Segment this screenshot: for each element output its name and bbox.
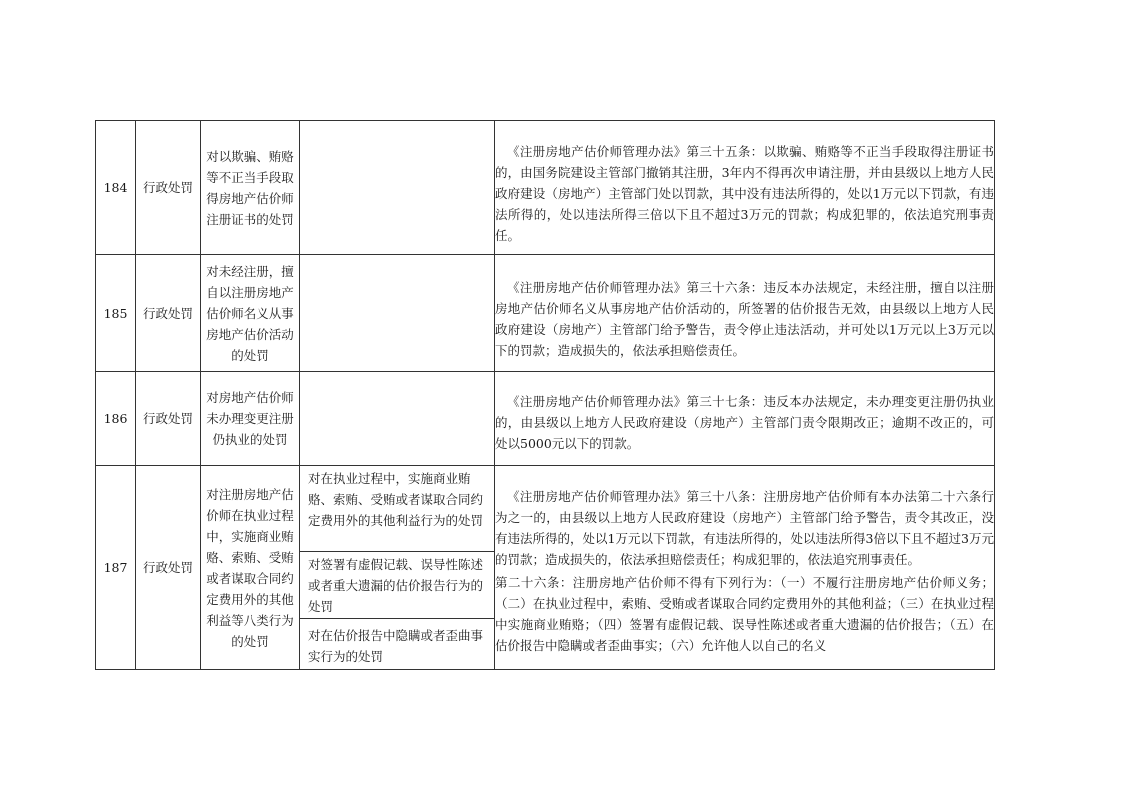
sub-item: 对在执业过程中，实施商业贿赂、索贿、受贿或者谋取合同约定费用外的其他利益行为的处罚 [300, 466, 494, 552]
category-text: 行政处罚 [142, 180, 193, 195]
row-category [136, 255, 201, 372]
table-row [96, 466, 995, 670]
basis-continued-text: 第二十六条：注册房地产估价师不得有下列行为：（一）不履行注册房地产估价师义务；（二）在执业过程中，索贿、受贿或者谋取合同约定费用外的其他利益；（三）在执业过程中实施商业贿赂；（四）签署有虚假记载、误导性陈述或者重大遗漏的估价报告；（五）在估价报告中隐瞒或者歪曲事实；（六）允许他人以自己的名义 [495, 574, 994, 653]
row-sub-items [300, 466, 495, 670]
row-legal-basis [495, 372, 995, 466]
row-legal-basis [495, 255, 995, 372]
basis-text: 《注册房地产估价师管理办法》第三十八条：注册房地产估价师有本办法第二十六条行为之一的，由县级以上地方人民政府建设（房地产）主管部门给予警告，责令其改正，没有违法所得的，处以1万元以下罚款，有违法所得的，处以违法所得3倍以下且不超过3万元的罚款；造成损失的，依法承担赔偿责任；构成犯罪的，依法追究刑事责任。 [495, 488, 994, 567]
row-number: 186 [96, 372, 136, 466]
row-item: 对注册房地产估价师在执业过程中，实施商业贿赂、索贿、受贿或者谋取合同约定费用外的其他利益等八类行为的处罚 [201, 466, 300, 670]
row-sub-items [300, 255, 495, 372]
basis-text: 《注册房地产估价师管理办法》第三十七条：违反本办法规定，未办理变更注册仍执业的，由县级以上地方人民政府建设（房地产）主管部门责令限期改正；逾期不改正的，可处以5000元以下的罚款。 [495, 394, 994, 451]
row-item: 对未经注册，擅自以注册房地产估价师名义从事房地产估价活动的处罚 [201, 255, 300, 372]
basis-text: 《注册房地产估价师管理办法》第三十五条：以欺骗、贿赂等不正当手段取得注册证书的，由国务院建设主管部门撤销其注册，3年内不得再次申请注册，并由县级以上地方人民政府建设（房地产）主管部门处以罚款，其中没有违法所得的，处以1万元以下罚款，有违法所得的，处以违法所得三倍以下且不超过3万元的罚款；构成犯罪的，依法追究刑事责任。 [495, 144, 994, 243]
category-text: 行政处罚 [142, 560, 193, 575]
row-number: 185 [96, 255, 136, 372]
sub-item: 对在估价报告中隐瞒或者歪曲事实行为的处罚 [308, 628, 484, 664]
row-sub-items [300, 121, 495, 255]
row-item: 对房地产估价师未办理变更注册仍执业的处罚 [201, 372, 300, 466]
table-row [96, 121, 995, 255]
row-category [136, 372, 201, 466]
row-number: 184 [96, 121, 136, 255]
row-item: 对以欺骗、贿赂等不正当手段取得房地产估价师注册证书的处罚 [201, 121, 300, 255]
table-row [96, 255, 995, 372]
basis-text: 《注册房地产估价师管理办法》第三十六条：违反本办法规定，未经注册，擅自以注册房地产估价师名义从事房地产估价活动的，所签署的估价报告无效，由县级以上地方人民政府建设（房地产）主管部门给予警告，责令停止违法活动，并可处以1万元以上3万元以下的罚款；造成损失的，依法承担赔偿责任。 [495, 280, 994, 358]
row-legal-basis [495, 121, 995, 255]
row-category [136, 121, 201, 255]
penalty-table [95, 120, 995, 670]
row-category [136, 466, 201, 670]
row-sub-items [300, 372, 495, 466]
category-text: 行政处罚 [142, 411, 193, 426]
sub-item: 对签署有虚假记载、误导性陈述或者重大遗漏的估价报告行为的处罚 [300, 552, 494, 619]
category-text: 行政处罚 [142, 305, 193, 321]
row-legal-basis [495, 466, 995, 670]
row-number: 187 [96, 466, 136, 670]
table-row [96, 372, 995, 466]
